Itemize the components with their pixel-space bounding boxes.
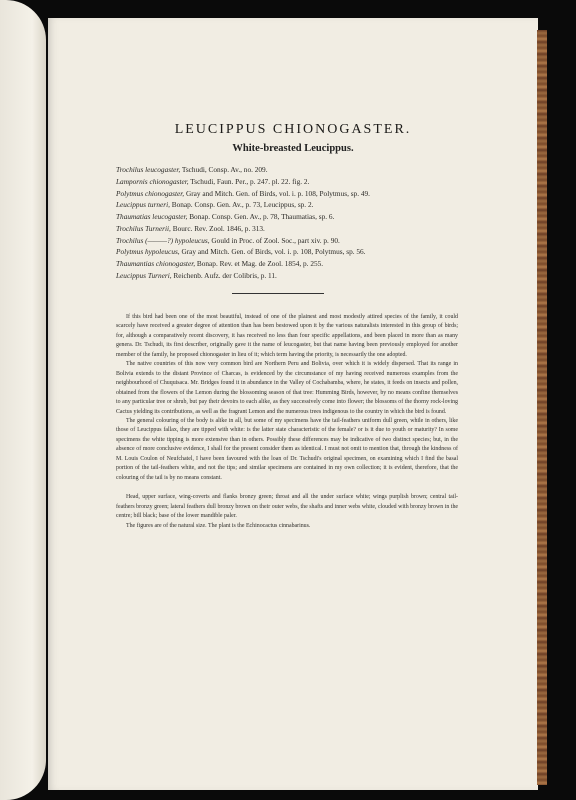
synonym-entry <box>116 246 506 258</box>
synonym-reference: Tschudi, Consp. Av., no. 209. <box>181 165 268 174</box>
synonym-reference: Gould in Proc. of Zool. Soc., part xiv. p. 90. <box>211 235 340 245</box>
synonym-reference: Bourc. Rev. Zool. 1846, p. 313. <box>172 223 265 233</box>
paragraph-range: The native countries of this now very common bird are Northern Peru and Bolivia, over which it is widely dispersed. That its range in Bolivia extends to the distant Province of Charcas, is evidenced by the circumstance of my having received numerous examples from the neighbourhood of Chuquisaca. Mr. Bridges found it in abundance in the Valley of Cochabamba, where, he states, it feeds on insects and pollen, obtained from the flowers of the Lemon during the blossoming season of that tree: Humming Birds, however, by no means confine themselves to any particular tree or shrub, but pay their devoirs to each alike, as they successively come into flower; the blossoms of the thorny rock-loving Cactus yielding its contributions, as well as the fragrant Lemon and the numerous trees indigenous to the country in which the bird is found. <box>116 361 458 415</box>
body-text <box>116 313 458 531</box>
synonym-name: Trochilus (———?) hypoleucus, <box>116 235 210 245</box>
synonym-reference: Gray and Mitch. Gen. of Birds, vol. i. p. 108, Polytmus, sp. 56. <box>181 247 366 257</box>
page-edge-binding <box>537 30 547 785</box>
paragraph-intro: If this bird had been one of the most beautiful, instead of one of the plainest and most modestly attired species of the family, it could scarcely have received a greater degree of attention than has been bestowed upon it by the various naturalists interested in this group of birds; for, although a comparatively recent discovery, it has received no less than four specific appellations, and been placed in more than as many genera. Dr. Tschudi, its first describer, originally gave it the name of leucogaster, but that name having been previously employed for another member of the family, he proposed chionogaster in lieu of it; which term having the priority, is necessarily the one adopted. <box>116 314 458 358</box>
synonym-name: Polytmus hypoleucus, <box>116 247 180 257</box>
facing-page-edge <box>0 0 46 800</box>
paragraph-colouring: The general colouring of the body is alike in all, but some of my specimens have the tail-feathers uniform dull green, while in others, like those of Leucippus fallax, they are tipped with white: is the latter state characteristic of the female? or is it due to youth or maturity? In some specimens the white tipping is more extensive than in others. Possibly these differences may be indicative of two distinct species; but, in the absence of more conclusive evidence, I shall for the present consider them as identical. I must not omit to mention that, through the kindness of M. Louis Coulon of Neufchatel, I have been favoured with the loan of Dr. Tschudi's original specimen, on examining which I find the basal portion of the tail-feathers white, and not the tips; and similar specimens are contained in my own collection; it is evident, therefore, that the colouring of the tail is by no means constant. <box>116 417 458 481</box>
synonym-name: Leucippus Turneri, <box>116 270 172 280</box>
synonym-name: Leucippus turneri, <box>116 200 170 210</box>
synonym-entry <box>116 235 506 247</box>
synonym-name: Polytmus chionogaster, <box>116 188 185 198</box>
synonym-entry <box>116 270 506 282</box>
synonym-entry <box>116 188 506 200</box>
page-subtitle: White-breasted Leucippus. <box>232 143 354 154</box>
page-title: LEUCIPPUS CHIONOGASTER. <box>174 122 412 137</box>
synonym-name: Thaumatias leucogaster, <box>116 212 188 221</box>
synonym-name: Trochilus leucogaster, <box>116 165 181 174</box>
synonym-reference: Bonap. Consp. Gen. Av., p. 73, Leucippus, sp. 2. <box>171 200 314 210</box>
synonymy-list <box>116 164 506 282</box>
synonym-name: Lampornis chionogaster, <box>116 176 189 186</box>
section-divider <box>232 293 324 294</box>
paragraph-figures: The figures are of the natural size. The plant is the Echinocactus cinnabarinus. <box>126 522 311 529</box>
synonym-name: Thaumantias chionogaster, <box>116 259 196 268</box>
synonym-entry <box>116 199 506 211</box>
synonym-reference: Tschudi, Faun. Per., p. 247. pl. 22. fig. 2. <box>190 176 310 186</box>
synonym-reference: Reichenb. Aufz. der Colibris, p. 11. <box>173 270 277 280</box>
paragraph-description: Head, upper surface, wing-coverts and flanks bronzy green; throat and all the under surface white; wings purplish brown; central tail-feathers bronzy green; lateral feathers dull bronzy brown on their outer webs, the shafts and inner webs white, clouded with bronzy brown in the centre; bill black; base of the lower mandible paler. <box>116 494 458 520</box>
synonym-reference: Gray and Mitch. Gen. of Birds, vol. i. p. 108, Polytmus, sp. 49. <box>185 188 370 198</box>
synonym-reference: Bonap. Consp. Gen. Av., p. 78, Thaumatias, sp. 6. <box>189 212 335 221</box>
synonym-entry <box>116 176 506 188</box>
synonym-entry <box>116 211 506 223</box>
synonym-entry <box>116 258 506 270</box>
synonym-entry <box>116 223 506 235</box>
synonym-entry <box>116 164 506 176</box>
synonym-reference: Bonap. Rev. et Mag. de Zool. 1854, p. 255. <box>196 259 324 268</box>
synonym-name: Trochilus Turnerii, <box>116 223 171 233</box>
